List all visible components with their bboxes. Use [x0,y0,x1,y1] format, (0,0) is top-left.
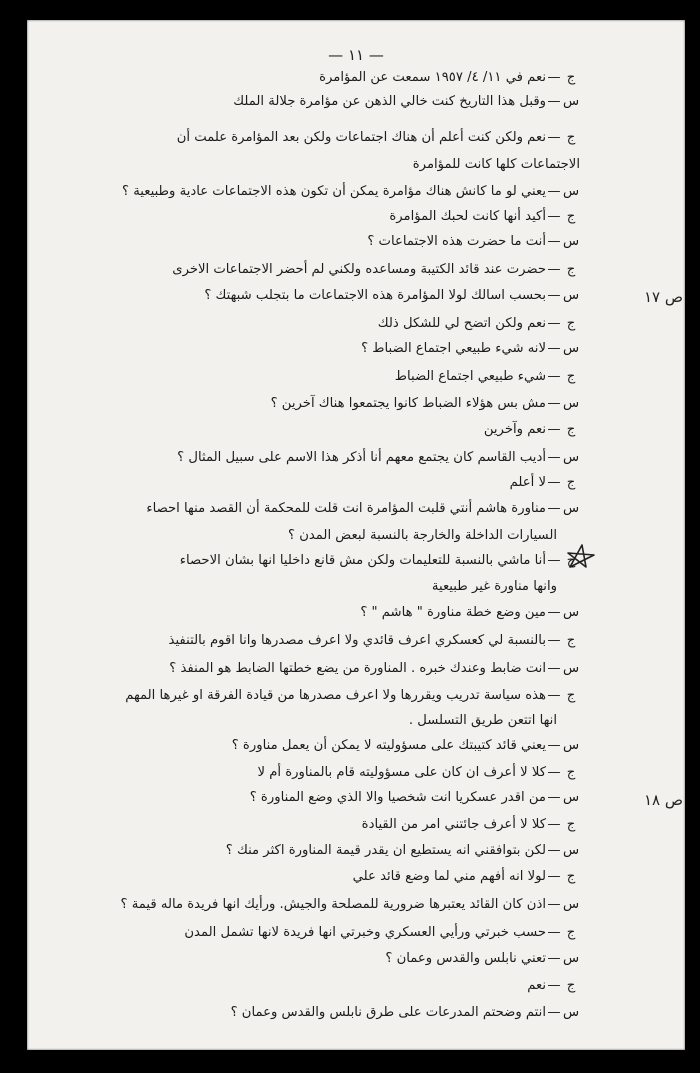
speaker-marker: ج [566,70,576,85]
speaker-marker: ج [566,869,576,884]
line-text: يعني لو ما كانش هناك مؤامرة يمكن أن تكون هذه الاجتماعات عادية وطبيعية ؟ [122,184,546,199]
transcript-line [122,184,580,199]
line-text: لا أعلم [509,475,546,490]
speaker-dash: — [547,184,561,199]
line-text: حضرت عند قائد الكتيبة ومساعده ولكني لم أحضر الاجتماعات الاخرى [172,262,546,277]
transcript-line [121,897,580,912]
speaker-dash: — [547,262,561,277]
transcript-line [204,288,580,303]
transcript-line [360,605,580,620]
speaker-dash: — [547,288,561,303]
margin-page-ref: ص ١٨ [644,791,684,809]
line-text: شيء طبيعي اجتماع الضباط [394,369,546,384]
speaker-marker: س [562,396,580,411]
speaker-dash: — [547,234,561,249]
speaker-dash: — [547,605,561,620]
transcript-line [389,209,580,224]
speaker-marker: س [562,1005,580,1020]
transcript-line [125,688,580,703]
speaker-marker: س [562,738,580,753]
speaker-marker: ج [566,817,576,832]
page-number: — ١١ — [328,46,384,64]
line-text: أكيد أنها كانت لحبك المؤامرة [389,209,546,224]
speaker-marker: ج [566,262,576,277]
line-text: الاجتماعات كلها كانت للمؤامرة [412,157,580,172]
transcript-line [361,341,580,356]
transcript-line [409,713,557,728]
speaker-marker: س [562,843,580,858]
speaker-marker: ج [566,633,576,648]
speaker-dash: — [547,738,561,753]
speaker-dash: — [547,369,561,384]
speaker-marker: س [562,605,580,620]
speaker-dash: — [547,1005,561,1020]
line-text: يعني قائد كتيبتك على مسؤوليته لا يمكن أن يعمل مناورة ؟ [231,738,546,753]
line-text: لانه شيء طبيعي اجتماع الضباط ؟ [361,341,546,356]
speaker-marker: ج [566,925,576,940]
transcript-line [184,925,580,940]
speaker-marker: س [562,501,580,516]
transcript-line [319,70,580,85]
speaker-dash: — [547,897,561,912]
line-text: اذن كان القائد يعتبرها ضرورية للمصلحة والجيش. ورأيك انها فريدة ماله قيمة ؟ [120,897,546,912]
transcript-line [432,579,557,594]
speaker-marker: س [562,661,580,676]
speaker-marker: ج [566,978,576,993]
speaker-dash: — [547,209,561,224]
transcript-line [527,978,580,993]
transcript-line [250,790,580,805]
line-text: انت ضابط وعندك خبره . المناورة من يضع خطتها الضابط هو المنفذ ؟ [169,661,546,676]
line-text: انتم وضحتم المدرعات على طرق نابلس والقدس وعمان ؟ [230,1005,546,1020]
speaker-dash: — [547,843,561,858]
transcript-line [362,817,580,832]
speaker-dash: — [547,341,561,356]
speaker-marker: ج [566,209,576,224]
transcript-line [226,843,580,858]
speaker-dash: — [547,765,561,780]
speaker-dash: — [547,790,561,805]
transcript-line [385,951,580,966]
speaker-marker: س [562,234,580,249]
line-text: كلا لا أعرف ان كان على مسؤوليته قام بالمناورة أم لا [257,765,546,780]
transcript-line [367,234,580,249]
line-text: نعم وآخرين [483,422,546,437]
line-text: أنت ما حضرت هذه الاجتماعات ؟ [367,234,546,249]
transcript-line [180,553,580,568]
speaker-dash: — [547,422,561,437]
speaker-dash: — [547,869,561,884]
speaker-marker: س [562,288,580,303]
line-text: لكن بتوافقني انه يستطيع ان يقدر قيمة المناورة اكثر منك ؟ [225,843,546,858]
speaker-dash: — [547,501,561,516]
speaker-dash: — [547,94,561,109]
speaker-marker: س [562,450,580,465]
speaker-dash: — [547,70,561,85]
speaker-dash: — [547,316,561,331]
speaker-dash: — [547,925,561,940]
speaker-dash: — [547,450,561,465]
line-text: هذه سياسة تدريب ويقررها ولا اعرف مصدرها من قيادة الفرقة او غيرها المهم [125,688,546,703]
speaker-marker: ج [566,688,576,703]
line-text: وانها مناورة غير طبيعية [431,579,557,594]
speaker-marker: س [562,341,580,356]
line-text: السيارات الداخلة والخارجة بالنسبة لبعض المدن ؟ [288,528,557,543]
speaker-marker: س [562,184,580,199]
line-text: من اقدر عسكريا انت شخصيا والا الذي وضع المناورة ؟ [249,790,546,805]
line-text: كلا لا أعرف جائتني امر من القيادة [361,817,546,832]
line-text: نعم ولكن اتضح لي للشكل ذلك [377,316,546,331]
speaker-dash: — [547,817,561,832]
line-text: حسب خبرتي ورأيي العسكري وخبرتي انها فريدة لانها تشمل المدن [184,925,546,940]
line-text: مين وضع خطة مناورة " هاشم " ؟ [360,605,546,620]
transcript-line [177,130,580,145]
transcript-line [169,661,580,676]
transcript-line [271,396,580,411]
line-text: لولا انه أفهم مني لما وضع قائد علي [352,869,546,884]
speaker-dash: — [547,978,561,993]
transcript-line [172,262,580,277]
speaker-marker: س [562,94,580,109]
transcript-line [510,475,580,490]
speaker-marker: ج [566,316,576,331]
transcript-line [169,633,580,648]
transcript-line [232,738,580,753]
line-text: نعم في ١١/ ٤/ ١٩٥٧ سمعت عن المؤامرة [319,70,546,85]
speaker-marker: ج [566,553,576,568]
transcript-line [395,369,580,384]
transcript-line [231,1005,580,1020]
speaker-dash: — [547,688,561,703]
line-text: أنا ماشي بالنسبة للتعليمات ولكن مش قانع داخليا انها بشان الاحصاء [179,553,546,568]
speaker-dash: — [547,661,561,676]
speaker-marker: ج [566,422,576,437]
speaker-marker: ج [566,765,576,780]
line-text: نعم ولكن كنت أعلم أن هناك اجتماعات ولكن بعد المؤامرة علمت أن [176,130,546,145]
margin-page-ref: ص ١٧ [644,288,684,306]
transcript-line [177,450,580,465]
speaker-dash: — [547,633,561,648]
speaker-marker: س [562,790,580,805]
speaker-marker: س [562,897,580,912]
line-text: نعم [527,978,546,993]
line-text: بحسب اسالك لولا المؤامرة هذه الاجتماعات ما بتجلب شبهتك ؟ [204,288,546,303]
line-text: تعني نابلس والقدس وعمان ؟ [385,951,546,966]
transcript-line [413,157,580,172]
speaker-dash: — [547,130,561,145]
document-page [27,20,685,1050]
line-text: مناورة هاشم أنتي قلبت المؤامرة انت قلت للمحكمة أن القصد منها احصاء [146,501,546,516]
speaker-dash: — [547,475,561,490]
speaker-marker: ج [566,475,576,490]
speaker-dash: — [547,951,561,966]
line-text: بالنسبة لي كعسكري اعرف قائدي ولا اعرف مصدرها وانا اقوم بالتنفيذ [168,633,546,648]
line-text: انها اتتعن طريق التسلسل . [408,713,557,728]
speaker-marker: ج [566,130,576,145]
line-text: وقبل هذا التاريخ كنت خالي الذهن عن مؤامرة جلالة الملك [233,94,546,109]
transcript-line [146,501,580,516]
transcript-line [484,422,580,437]
line-text: مش بس هؤلاء الضباط كانوا يجتمعوا هناك آخرين ؟ [270,396,546,411]
transcript-line [288,528,557,543]
transcript-line [378,316,580,331]
speaker-marker: ج [566,369,576,384]
transcript-line [353,869,580,884]
transcript-line [258,765,581,780]
speaker-dash: — [547,553,561,568]
speaker-marker: س [562,951,580,966]
transcript-line [233,94,580,109]
speaker-dash: — [547,396,561,411]
line-text: أديب القاسم كان يجتمع معهم أنا أذكر هذا الاسم على سبيل المثال ؟ [177,450,546,465]
